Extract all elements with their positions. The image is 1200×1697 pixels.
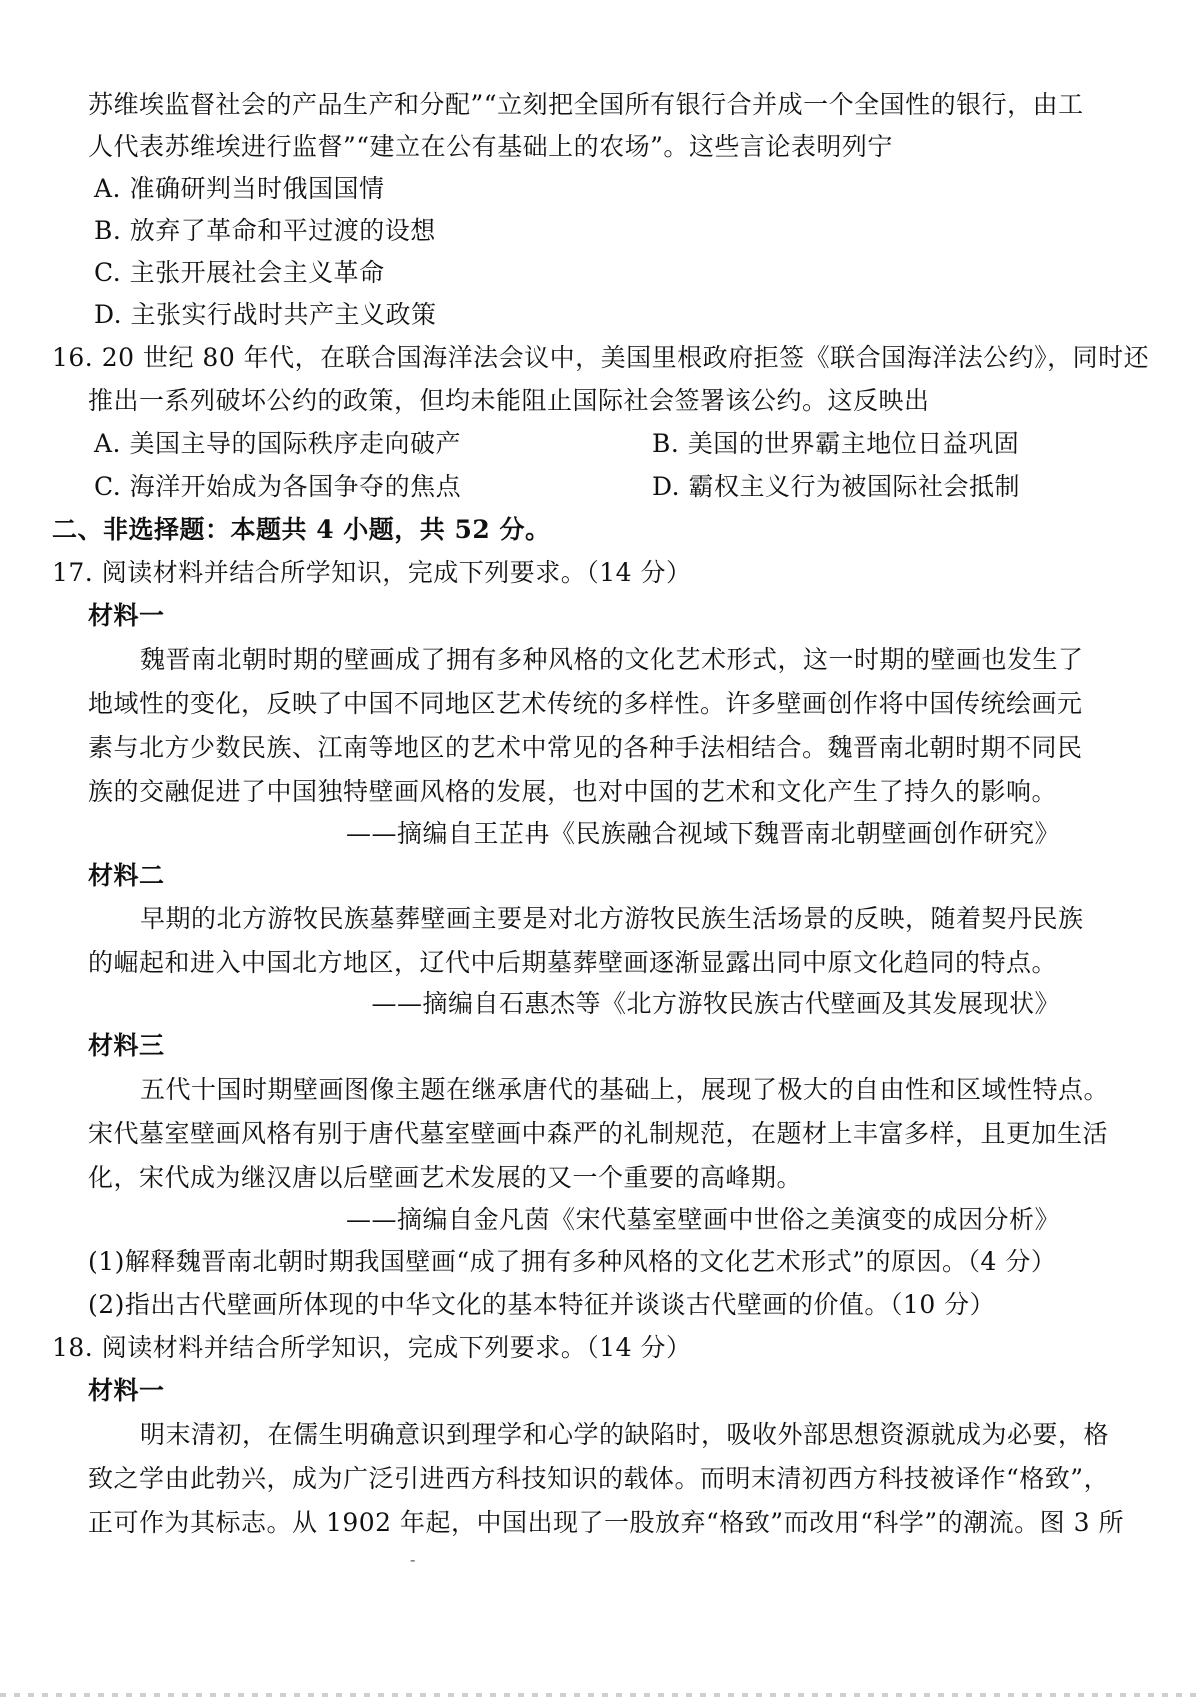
q18-stem: 18. 阅读材料并结合所学知识，完成下列要求。（14 分） [52, 1333, 692, 1362]
q18-material-1-line-1: 明末清初，在儒生明确意识到理学和心学的缺陷时，吸收外部思想资源就成为必要，格 [140, 1420, 1110, 1449]
q17-material-3-line-1: 五代十国时期壁画图像主题在继承唐代的基础上，展现了极大的自由性和区域性特点。 [140, 1075, 1110, 1104]
q18-material-1-line-3: 正可作为其标志。从 1902 年起，中国出现了一股放弃“格致”而改用“科学”的潮流。图 3 所 [88, 1508, 1124, 1537]
q16-stem-line-1: 16. 20 世纪 80 年代，在联合国海洋法会议中，美国里根政府拒签《联合国海洋法公约》，同时还 [52, 343, 1150, 372]
q17-subquestion-2: (2)指出古代壁画所体现的中华文化的基本特征并谈谈古代壁画的价值。（10 分） [88, 1290, 996, 1319]
q17-material-1-line-2: 地域性的变化，反映了中国不同地区艺术传统的多样性。许多壁画创作将中国传统绘画元 [88, 689, 1083, 718]
q15-option-d: D. 主张实行战时共产主义政策 [94, 300, 437, 329]
q16-option-a: A. 美国主导的国际秩序走向破产 [94, 429, 461, 458]
q15-option-a: A. 准确研判当时俄国国情 [94, 174, 385, 203]
q17-subquestion-1: (1)解释魏晋南北朝时期我国壁画“成了拥有多种风格的文化艺术形式”的原因。（4 分） [88, 1247, 1057, 1276]
q15-option-c: C. 主张开展社会主义革命 [94, 258, 385, 287]
q15-stem-line-2: 人代表苏维埃进行监督”“建立在公有基础上的农场”。这些言论表明列宁 [88, 132, 893, 161]
q17-material-3-source: ——摘编自金凡茵《宋代墓室壁画中世俗之美演变的成因分析》 [345, 1205, 1060, 1234]
q18-material-1-label: 材料一 [88, 1376, 165, 1405]
q16-stem-line-2: 推出一系列破坏公约的政策，但均未能阻止国际社会签署该公约。这反映出 [88, 386, 930, 415]
q15-option-b: B. 放弃了革命和平过渡的设想 [94, 216, 436, 245]
q17-stem: 17. 阅读材料并结合所学知识，完成下列要求。（14 分） [52, 558, 692, 587]
q17-material-1-line-4: 族的交融促进了中国独特壁画风格的发展，也对中国的艺术和文化产生了持久的影响。 [88, 777, 1058, 806]
q17-material-1-source: ——摘编自王芷冉《民族融合视域下魏晋南北朝壁画创作研究》 [345, 819, 1060, 848]
q17-material-1-line-1: 魏晋南北朝时期的壁画成了拥有多种风格的文化艺术形式，这一时期的壁画也发生了 [140, 645, 1084, 674]
q17-material-2-line-2: 的崛起和进入中国北方地区，辽代中后期墓葬壁画逐渐显露出同中原文化趋同的特点。 [88, 948, 1058, 977]
q16-option-b: B. 美国的世界霸主地位日益巩固 [652, 429, 1020, 458]
q18-material-1-line-2: 致之学由此勃兴，成为广泛引进西方科技知识的载体。而明末清初西方科技被译作“格致”， [88, 1464, 1110, 1493]
q17-material-3-line-2: 宋代墓室壁画风格有别于唐代墓室壁画中森严的礼制规范，在题材上丰富多样，且更加生活 [88, 1119, 1109, 1148]
q17-material-2-source: ——摘编自石惠杰等《北方游牧民族古代壁画及其发展现状》 [371, 989, 1060, 1018]
q17-material-2-line-1: 早期的北方游牧民族墓葬壁画主要是对北方游牧民族生活场景的反映，随着契丹民族 [140, 904, 1084, 933]
q17-material-2-label: 材料二 [88, 861, 165, 890]
q15-stem-line-1: 苏维埃监督社会的产品生产和分配”“立刻把全国所有银行合并成一个全国性的银行，由工 [88, 90, 1084, 119]
q16-option-d: D. 霸权主义行为被国际社会抵制 [652, 472, 1021, 501]
q17-material-3-line-3: 化，宋代成为继汉唐以后壁画艺术发展的又一个重要的高峰期。 [88, 1163, 803, 1192]
section-2-heading: 二、非选择题：本题共 4 小题，共 52 分。 [52, 515, 551, 544]
q17-material-3-label: 材料三 [88, 1031, 165, 1060]
q17-material-1-line-3: 素与北方少数民族、江南等地区的艺术中常见的各种手法相结合。魏晋南北朝时期不同民 [88, 733, 1083, 762]
q16-option-c: C. 海洋开始成为各国争夺的焦点 [94, 472, 462, 501]
scan-edge-divider [0, 1693, 1200, 1697]
page-footer-mark: - [410, 1550, 416, 1569]
q17-material-1-label: 材料一 [88, 601, 165, 630]
